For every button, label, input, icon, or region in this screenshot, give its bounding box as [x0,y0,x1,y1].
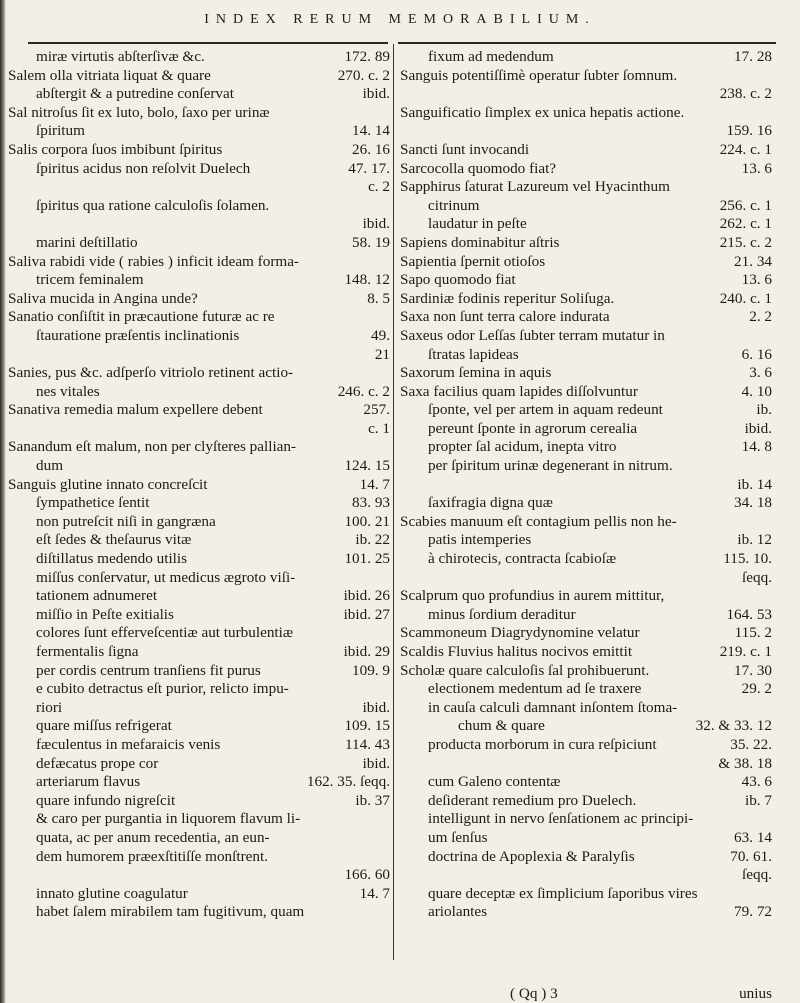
entry-text: miſſio in Peſte exitialis [36,605,174,623]
entry-reference: ib. 22 [355,531,390,549]
entry-reference: 43. 6 [741,773,772,791]
entry-reference: 164. 53 [726,605,772,623]
entry-text: & caro per purgantia in liquorem flavum li- [36,810,301,828]
signature-mark: ( Qq ) 3 [510,985,558,1002]
entry-text: e cubito detractus eſt purior, relicto impu- [36,680,289,698]
entry-reference: ib. [756,401,772,419]
index-entry [8,531,390,550]
entry-reference: 21. 34 [734,252,772,270]
entry-text: Salem olla vitriata liquat & quare [8,66,211,84]
entry-reference: 262. c. 1 [719,215,772,233]
entry-text: à chirotecis, contracta ſcabioſæ [428,550,617,568]
entry-text: fæculentus in mefaraicis venis [36,735,221,753]
entry-text: Sapphirus ſaturat Lazureum vel Hyacinthum [400,178,670,196]
index-entry [400,829,772,848]
entry-reference: 63. 14 [734,828,772,846]
index-entry [400,401,772,420]
entry-text: Sanguis potentiſſimè operatur ſubter ſomnum. [400,66,678,84]
index-entry [8,829,390,848]
entry-reference: 109. 9 [352,661,390,679]
entry-text [8,178,12,197]
index-entry [8,234,390,253]
entry-text: ſpiritus qua ratione calculoſis ſolamen. [36,196,270,214]
entry-reference: 240. c. 1 [719,289,772,307]
entry-reference: 14. 7 [359,884,390,902]
entry-text: Scaldis Fluvius halitus nocivos emittit [400,643,633,660]
entry-text: doctrina de Apoplexia & Paralyſis [428,847,635,865]
entry-reference: 114. 43 [345,735,390,753]
entry-reference: 246. c. 2 [337,382,390,400]
entry-reference: 3. 6 [749,364,772,382]
entry-text: tationem adnumeret [36,587,158,605]
entry-reference: 215. c. 2 [719,233,772,251]
index-entry [8,327,390,346]
index-entry [400,643,772,662]
entry-text: cum Galeno contentæ [428,773,561,791]
index-entry [400,680,772,699]
index-entry [400,383,772,402]
entry-reference: ib. 12 [737,531,772,549]
entry-reference: 159. 16 [726,122,772,140]
entry-text: Sanandum eſt malum, non per clyſteres pallian- [8,438,297,456]
entry-reference: 49. [371,326,390,344]
entry-reference: 34. 18 [734,494,772,512]
entry-text: Salis corpora ſuos imbibunt ſpiritus [8,140,223,158]
entry-text: producta morborum in cura reſpiciunt [428,735,657,753]
entry-text [400,866,404,885]
entry-text: patis intemperies [428,531,532,549]
index-entry [8,569,390,588]
entry-text: non putreſcit niſi in gangræna [36,512,216,530]
entry-reference: c. 2 [368,178,390,196]
index-entry [400,308,772,327]
index-entry [8,736,390,755]
entry-text: quare miſſus refrigerat [36,717,172,735]
index-entry [8,85,390,104]
entry-text: ariolantes [428,903,488,921]
entry-text: fermentalis ſigna [36,643,139,660]
index-entry [8,717,390,736]
entry-reference: 224. c. 1 [719,140,772,158]
index-entry [400,736,772,755]
index-entry [400,327,772,346]
catchword: unius [739,985,772,1002]
index-entry [8,643,390,662]
entry-text: Sapo quomodo fiat [400,271,516,289]
entry-reference: 166. 60 [344,866,390,884]
entry-text: tricem feminalem [36,271,144,289]
entry-text: ſympathetice ſentit [36,494,150,512]
entry-text: dem humorem præexſtitiſſe monſtrent. [36,847,268,865]
entry-reference: & 38. 18 [718,754,772,772]
entry-reference: 8. 5 [367,289,390,307]
entry-reference: 115. 2 [734,624,772,642]
entry-reference: c. 1 [368,419,390,437]
index-entry [400,122,772,141]
entry-text [400,569,404,588]
index-entry [8,885,390,904]
index-entry [8,903,390,922]
index-entry [8,792,390,811]
entry-reference: 79. 72 [734,903,772,921]
entry-reference: 29. 2 [741,680,772,698]
entry-text: quare deceptæ ex ſimplicium ſaporibus vires [428,884,698,902]
entry-text: ſponte, vel per artem in aquam redeunt [428,401,663,419]
entry-text: electionem medentum ad ſe traxere [428,680,642,698]
index-entry [8,755,390,774]
index-entry [8,438,390,457]
index-entry [400,662,772,681]
entry-reference: ib. 37 [355,791,390,809]
entry-text: pereunt ſponte in agrorum cerealia [428,419,638,437]
entry-reference: 6. 16 [741,345,772,363]
entry-text: miræ virtutis abſterſivæ &c. [36,48,205,65]
index-entry [8,680,390,699]
entry-text: Sapientia ſpernit otioſos [400,252,546,270]
index-entry [400,346,772,365]
entry-text: Sanguis glutine innato concreſcit [8,475,208,493]
index-entry [8,401,390,420]
entry-text: per cordis centrum tranſiens fit purus [36,661,261,679]
index-entry [400,903,772,922]
entry-reference: 4. 10 [741,382,772,400]
index-entry [400,848,772,867]
entry-text: riori [36,698,63,716]
entry-reference: ibid. [362,754,390,772]
index-entry [400,569,772,588]
entry-reference: 58. 19 [352,233,390,251]
entry-reference: 270. c. 2 [337,66,390,84]
index-entry [8,104,390,123]
index-entry [8,308,390,327]
entry-reference: 14. 7 [359,475,390,493]
entry-reference: 70. 61. [730,847,772,865]
index-entry [8,122,390,141]
index-entry [400,624,772,643]
index-entry [8,67,390,86]
entry-text: Scholæ quare calculoſis ſal prohibuerunt. [400,661,650,679]
index-entry [400,513,772,532]
entry-text: Sancti ſunt invocandi [400,140,530,158]
index-entry [400,792,772,811]
entry-reference: 115. 10. [723,550,772,568]
index-entry [400,141,772,160]
index-entry [400,550,772,569]
index-entry [8,810,390,829]
entry-text: per ſpiritum urinæ degenerant in nitrum. [428,457,673,475]
entry-reference: 26. 16 [352,140,390,158]
index-entry [400,476,772,495]
entry-text: laudatur in peſte [428,215,527,233]
index-entry [400,420,772,439]
page-gutter-edge [0,0,6,1003]
page-header: INDEX RERUM MEMORABILIUM. [204,12,596,27]
index-entry [8,420,390,439]
index-entry [400,234,772,253]
entry-text: fixum ad medendum [428,48,554,65]
entry-text: ſaxifragia digna quæ [428,494,553,512]
index-entry [400,457,772,476]
entry-text: arteriarum flavus [36,773,141,791]
entry-text: colores ſunt efferveſcentiæ aut turbulentiæ [36,624,293,642]
index-entry [400,67,772,86]
entry-text: Sardiniæ fodinis reperitur Soliſuga. [400,289,615,307]
entry-reference: 47. 17. [348,159,390,177]
entry-text: habet ſalem mirabilem tam fugitivum, quam [36,903,305,921]
index-entry [400,755,772,774]
entry-text: marini deſtillatio [36,233,138,251]
index-entry [8,624,390,643]
entry-text: minus ſordium deraditur [428,605,576,623]
right-column [400,48,772,922]
index-entry [400,178,772,197]
index-entry [8,253,390,272]
entry-reference: ib. 7 [744,791,772,809]
column-divider [393,44,394,960]
index-entry [8,848,390,867]
entry-text: ſpiritum [36,122,85,140]
entry-text: Scabies manuum eſt contagium pellis non he- [400,512,677,530]
entry-reference: ſeqq. [742,568,772,586]
entry-reference: ib. 14 [737,475,772,493]
index-entry [400,810,772,829]
entry-reference: ibid. [744,419,772,437]
index-entry [400,197,772,216]
header-rule-right [398,42,776,44]
index-entry [8,178,390,197]
index-entry [400,290,772,309]
entry-reference: 35. 22. [730,735,772,753]
index-entry [8,457,390,476]
index-entry [8,606,390,625]
entry-reference: 17. 28 [734,48,772,65]
index-entry [400,773,772,792]
index-entry [400,215,772,234]
index-entry [8,866,390,885]
index-entry [400,85,772,104]
entry-text: propter ſal acidum, inepta vitro [428,438,617,456]
entry-reference: ibid. [362,85,390,103]
entry-reference: 257. [363,401,390,419]
entry-text [8,346,12,365]
index-entry [400,717,772,736]
entry-text: Sanguificatio ſimplex ex unica hepatis actione. [400,103,685,121]
index-entry [8,494,390,513]
index-entry [400,699,772,718]
entry-reference: 21 [374,345,390,363]
index-entry [8,215,390,234]
index-entry [8,346,390,365]
entry-reference: 256. c. 1 [719,196,772,214]
index-entry [8,141,390,160]
entry-text: Saxa non ſunt terra calore indurata [400,308,610,326]
entry-text [400,476,404,495]
entry-text: ſtratas lapideas [428,345,519,363]
index-entry [8,773,390,792]
index-entry [8,48,390,67]
entry-text: Saliva mucida in Angina unde? [8,289,198,307]
index-entry [400,160,772,179]
left-column [8,48,390,922]
entry-text: in cauſa calculi damnant inſontem ſtoma- [428,698,678,716]
index-entry [400,494,772,513]
entry-reference: ibid. 29 [343,643,390,660]
entry-text [8,866,12,885]
entry-text: Sanativa remedia malum expellere debent [8,401,263,419]
entry-text: chum & quare [458,717,545,735]
entry-text: Saxorum ſemina in aquis [400,364,552,382]
index-entry [8,383,390,402]
entry-text: deſiderant remedium pro Duelech. [428,791,637,809]
entry-text [8,215,12,234]
entry-text: Saliva rabidi vide ( rabies ) inficit ideam forma- [8,252,299,270]
entry-reference: 109. 15 [344,717,390,735]
header-rule-left [28,42,388,44]
index-entry [400,48,772,67]
entry-reference: 13. 6 [741,159,772,177]
entry-reference: ibid. [362,698,390,716]
entry-reference: 219. c. 1 [719,643,772,660]
entry-text: Scalprum quo profundius in aurem mittitur, [400,587,665,605]
entry-text: intelligunt in nervo ſenſationem ac principi- [428,810,694,828]
entry-text: Sal nitroſus ſit ex luto, bolo, ſaxo per urinæ [8,103,270,121]
entry-text: Sanies, pus &c. adſperſo vitriolo retinent actio- [8,364,294,382]
index-entry [8,513,390,532]
entry-reference: 238. c. 2 [719,85,772,103]
entry-text: Saxeus odor Leſſas ſubter terram mutatur in [400,326,665,344]
index-entry [8,364,390,383]
entry-text: diſtillatus medendo utilis [36,550,188,568]
entry-reference: 14. 8 [741,438,772,456]
index-entry [8,662,390,681]
entry-text: ſtauratione præſentis inclinationis [36,326,240,344]
index-entry [400,271,772,290]
entry-reference: 2. 2 [749,308,772,326]
index-entry [400,438,772,457]
entry-text [400,85,404,104]
entry-reference: 100. 21 [344,512,390,530]
entry-text: um ſenſus [428,828,488,846]
entry-text: Scammoneum Diagrydynomine velatur [400,624,640,642]
entry-text: defæcatus prope cor [36,754,159,772]
entry-text: nes vitales [36,382,100,400]
index-entry [8,197,390,216]
index-entry [400,866,772,885]
entry-text [400,755,404,774]
index-entry [8,271,390,290]
entry-text: abſtergit & a putredine conſervat [36,85,234,103]
entry-text: ſpiritus acidus non reſolvit Duelech [36,159,251,177]
entry-reference: 32. & 33. 12 [695,717,772,735]
entry-text: Sanatio conſiſtit in præcautione futuræ ac re [8,308,275,326]
index-entry [8,699,390,718]
index-entry [8,476,390,495]
index-entry [400,885,772,904]
entry-text: dum [36,457,64,475]
entry-text: citrinum [428,196,480,214]
entry-reference: 148. 12 [344,271,390,289]
entry-reference: ſeqq. [742,866,772,884]
entry-reference: 14. 14 [352,122,390,140]
entry-text: miſſus conſervatur, ut medicus ægroto viſi- [36,568,296,586]
index-entry [8,290,390,309]
entry-text: quare infundo nigreſcit [36,791,176,809]
index-entry [400,531,772,550]
index-entry [400,364,772,383]
entry-reference: 101. 25 [344,550,390,568]
index-entry [400,104,772,123]
index-entry [400,253,772,272]
entry-reference: 83. 93 [352,494,390,512]
entry-text: eſt ſedes & theſaurus vitæ [36,531,192,549]
entry-reference: ibid. 26 [343,587,390,605]
entry-text: Saxa facilius quam lapides diſſolvuntur [400,382,638,400]
entry-reference: 172. 89 [344,48,390,65]
entry-text: quata, ac per anum recedentia, an eun- [36,828,270,846]
index-entry [400,587,772,606]
entry-text [400,122,404,141]
entry-reference: 162. 35. ſeqq. [306,773,390,791]
index-entry [8,550,390,569]
entry-reference: 13. 6 [741,271,772,289]
entry-reference: ibid. 27 [343,605,390,623]
index-entry [400,606,772,625]
entry-text: innato glutine coagulatur [36,884,188,902]
entry-reference: 124. 15 [344,457,390,475]
entry-text: Sapiens dominabitur aſtris [400,233,560,251]
index-entry [8,160,390,179]
index-entry [8,587,390,606]
entry-text [8,420,12,439]
entry-reference: 17. 30 [734,661,772,679]
entry-reference: ibid. [362,215,390,233]
entry-text: Sarcocolla quomodo fiat? [400,159,557,177]
